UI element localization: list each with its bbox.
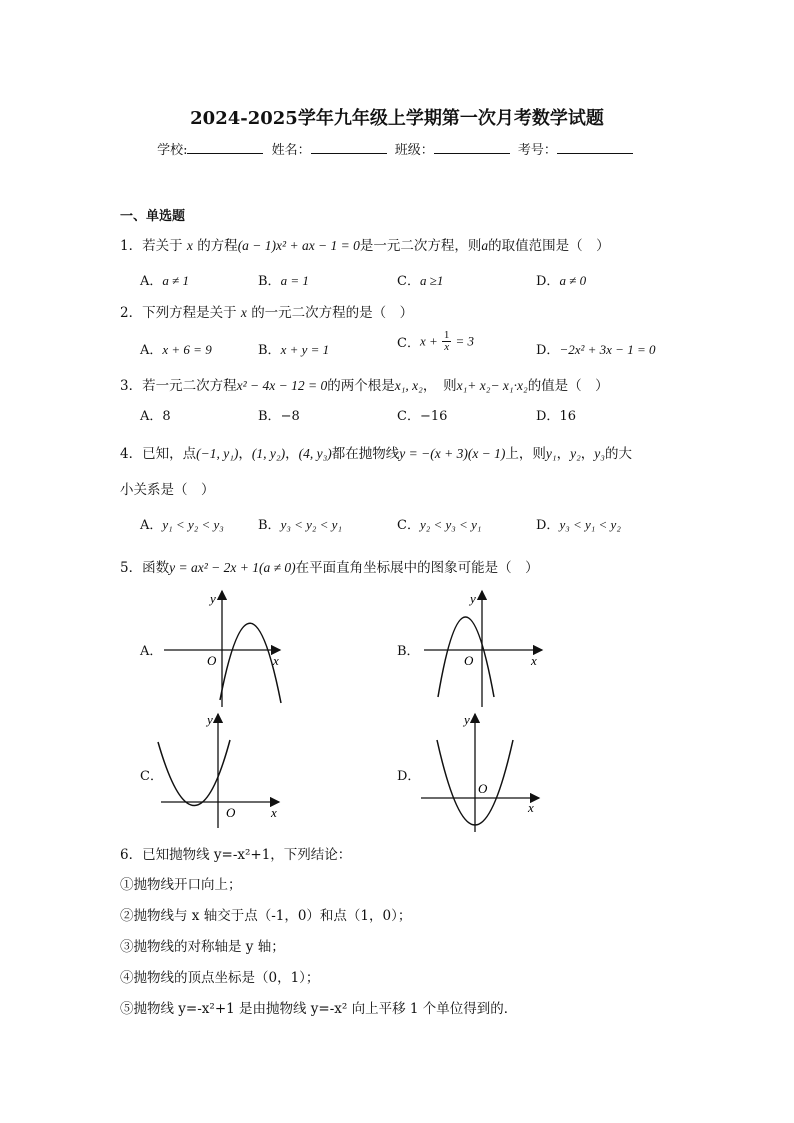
option-text: x + y = 1 (280, 342, 330, 357)
name-label: 姓名： (271, 143, 311, 158)
q6-statement-2: ②抛物线与 x 轴交于点（-1，0）和点（1，0）； (120, 908, 412, 924)
q1-number: 1． (120, 238, 143, 254)
option-letter: A． (140, 274, 163, 289)
graph-d[interactable] (415, 710, 550, 835)
q1-equation: (a − 1)x² + ax − 1 = 0 (237, 238, 360, 253)
question-1 (120, 234, 610, 254)
option-text: 16 (559, 409, 576, 424)
parabola-curve (158, 740, 230, 806)
option-letter: D． (536, 409, 560, 424)
q1-mid2: 是一元二次方程，则 (359, 238, 482, 254)
option-letter: B． (258, 343, 281, 358)
q2-option-a[interactable] (140, 339, 212, 358)
x-axis-label: x (271, 805, 277, 820)
option-letter: D． (536, 343, 560, 358)
option-letter: C． (397, 336, 420, 351)
q6-number: 6． (120, 847, 143, 863)
q2-option-c[interactable] (397, 330, 474, 353)
option-text: a ≥1 (419, 273, 444, 288)
q1-option-c[interactable] (397, 270, 443, 289)
option-text: x + 6 = 9 (162, 342, 212, 357)
parabola-curve (220, 623, 281, 703)
q6-statement-3: ③抛物线的对称轴是 y 轴； (120, 939, 285, 955)
option-text: −2x² + 3x − 1 = 0 (559, 342, 656, 357)
exam-title: 2024-2025学年九年级上学期第一次月考数学试题 (190, 108, 604, 129)
y-axis-label: y (210, 591, 216, 606)
question-6 (120, 843, 351, 863)
q4-option-d[interactable] (536, 514, 621, 533)
school-blank[interactable] (187, 141, 263, 154)
class-label: 班级： (394, 143, 434, 158)
option-text: −16 (419, 409, 448, 424)
option-text: 8 (162, 409, 171, 424)
q5-number: 5． (120, 560, 143, 576)
graph-c[interactable] (155, 710, 290, 830)
separator: ， (285, 446, 299, 462)
exam-no-label: 考号： (517, 143, 557, 158)
q6-statement-1: ①抛物线开口向上； (120, 877, 242, 893)
q4-point-3: (4, y₃) (298, 446, 332, 461)
option-text-post: = 3 (455, 333, 475, 349)
q4-point-1: (−1, y₁) (196, 446, 239, 461)
option-letter: C． (397, 518, 420, 533)
question-5 (120, 556, 539, 576)
q3-equation: x² − 4x − 12 = 0 (236, 378, 328, 393)
q3-expression: x₁+ x₂− x₁·x₂ (456, 378, 528, 393)
q4-y3: y₃ (594, 446, 605, 461)
q3-option-b[interactable] (258, 405, 300, 424)
option-text: a ≠ 0 (559, 273, 587, 288)
q1-suffix: 的取值范围是（ ） (488, 238, 610, 254)
q3-option-c[interactable] (397, 405, 447, 424)
q4-option-c[interactable] (397, 514, 481, 533)
q1-var-x: x (186, 238, 193, 253)
origin-label: O (464, 653, 474, 668)
option-letter: D． (536, 518, 560, 533)
q1-var-a: a (481, 238, 489, 253)
y-axis-label: y (207, 712, 213, 727)
q2-option-b[interactable] (258, 339, 329, 358)
option-text: y₃ < y₂ < y₁ (280, 517, 342, 532)
q3-prefix: 若一元二次方程 (142, 378, 237, 394)
q1-mid1: 的方程 (197, 238, 238, 254)
q4-mid: 都在抛物线 (331, 446, 400, 462)
q2-option-d[interactable] (536, 339, 655, 358)
q3-option-d[interactable] (536, 405, 576, 424)
separator: ， (556, 446, 571, 462)
q4-y2: y₂ (570, 446, 581, 461)
graph-b[interactable] (410, 585, 550, 710)
y-axis-label: y (464, 712, 470, 727)
option-text: y₃ < y₁ < y₂ (559, 517, 621, 532)
question-3 (120, 374, 609, 394)
x-axis-label: x (531, 653, 537, 668)
name-blank[interactable] (311, 141, 387, 154)
fraction (442, 330, 452, 353)
q4-line1-suffix: 的大 (604, 446, 632, 462)
q4-line-2: 小关系是（ ） (120, 482, 215, 498)
x-axis-label: x (273, 653, 279, 668)
option-text: y₂ < y₃ < y₁ (419, 517, 482, 532)
x-axis-label: x (528, 800, 534, 815)
graph-b-label[interactable]: B． (397, 644, 420, 659)
q1-option-b[interactable] (258, 270, 309, 289)
q6-intro: 已知抛物线 y=-x²+1，下列结论： (142, 847, 352, 863)
origin-label: O (478, 781, 488, 796)
school-label: 学校: (157, 143, 188, 158)
q5-prefix: 函数 (142, 560, 170, 576)
fraction-numerator: 1 (443, 329, 450, 341)
graph-d-label[interactable]: D． (397, 769, 421, 784)
option-text: y₁ < y₂ < y₃ (162, 517, 224, 532)
q2-suffix: 的一元二次方程的是（ ） (251, 305, 414, 321)
q3-roots: x₁, x₂ (394, 378, 423, 393)
q4-option-a[interactable] (140, 514, 224, 533)
q3-option-a[interactable] (140, 405, 171, 424)
graph-a-label[interactable]: A． (140, 644, 163, 659)
student-info-line (0, 139, 794, 158)
option-text-pre: x + (419, 333, 438, 349)
option-letter: D． (536, 274, 560, 289)
option-letter: A． (140, 518, 163, 533)
q4-mid2: 上，则 (505, 446, 546, 462)
option-text: a ≠ 1 (162, 273, 190, 288)
q6-statement-4: ④抛物线的顶点坐标是（0，1）； (120, 970, 320, 986)
q2-var-x: x (240, 305, 247, 320)
option-text: −8 (280, 409, 300, 424)
option-letter: C． (397, 409, 420, 424)
q5-suffix: 在平面直角坐标展中的图象可能是（ ） (295, 560, 539, 576)
graph-a[interactable] (150, 585, 295, 710)
q1-option-a[interactable] (140, 270, 189, 289)
q3-suffix: 的值是（ ） (527, 378, 609, 394)
q4-y1: y₁ (545, 446, 557, 461)
q3-mid1: 的两个根是 (327, 378, 395, 394)
origin-label: O (226, 805, 236, 820)
option-letter: B． (258, 409, 281, 424)
q4-prefix: 已知，点 (142, 446, 197, 462)
q4-number: 4． (120, 446, 143, 462)
q3-number: 3． (120, 378, 143, 394)
q5-function: y = ax² − 2x + 1(a ≠ 0) (169, 560, 296, 575)
q3-mid2: ， 则 (422, 378, 457, 394)
graph-c-label[interactable]: C． (140, 769, 163, 784)
q4-parabola: y = −(x + 3)(x − 1) (399, 446, 506, 461)
exam-no-blank[interactable] (557, 141, 633, 154)
y-axis-label: y (470, 591, 476, 606)
option-letter: A． (140, 343, 163, 358)
q6-statement-5: ⑤抛物线 y=-x²+1 是由抛物线 y=-x² 向上平移 1 个单位得到的． (120, 1001, 518, 1017)
option-letter: C． (397, 274, 420, 289)
separator: ， (580, 446, 595, 462)
q1-option-d[interactable] (536, 270, 586, 289)
q2-prefix: 下列方程是关于 (142, 305, 237, 321)
q4-option-b[interactable] (258, 514, 342, 533)
origin-label: O (207, 653, 217, 668)
option-letter: A． (140, 409, 163, 424)
question-2 (120, 301, 413, 321)
question-4 (120, 442, 632, 462)
fraction-denominator: x (444, 341, 450, 353)
section-title: 一、单选题 (120, 209, 186, 224)
q1-prefix: 若关于 (142, 238, 183, 254)
option-text: a = 1 (280, 273, 309, 288)
separator: ， (238, 446, 252, 462)
class-blank[interactable] (434, 141, 510, 154)
option-letter: B． (258, 274, 281, 289)
option-letter: B． (258, 518, 281, 533)
q4-point-2: (1, y₂) (251, 446, 286, 461)
q2-number: 2． (120, 305, 143, 321)
